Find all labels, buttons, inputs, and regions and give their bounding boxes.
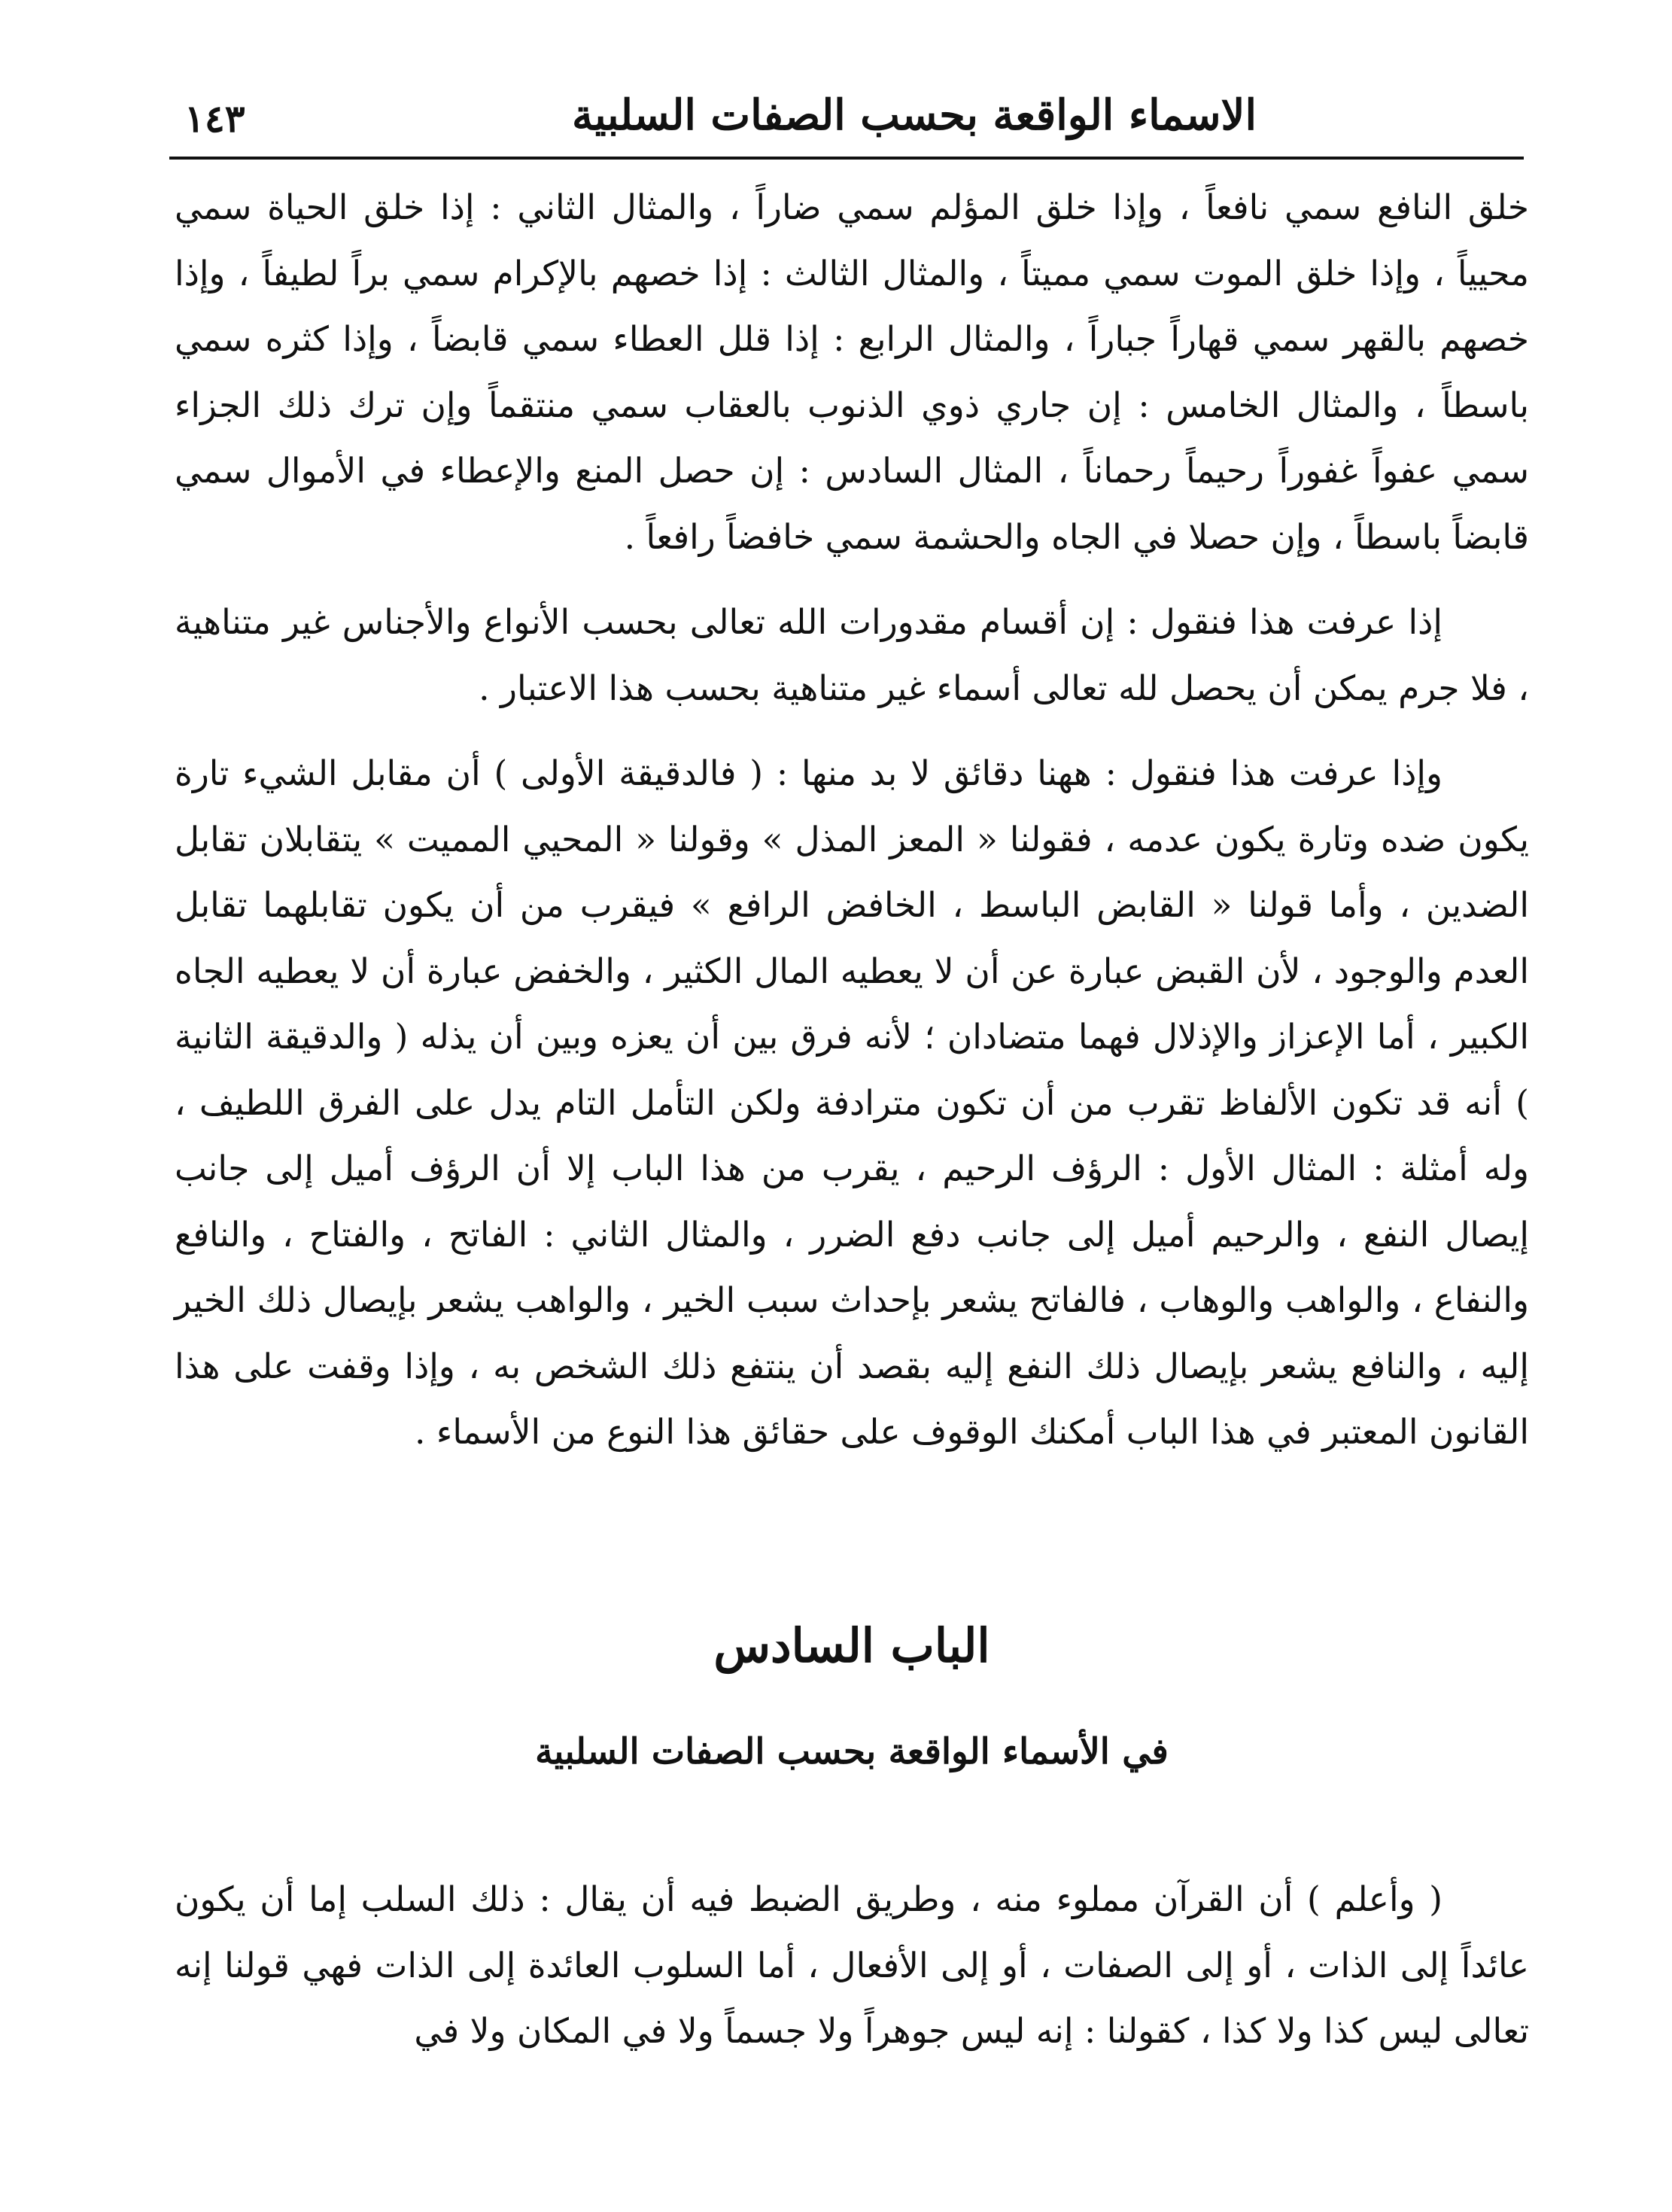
paragraph-4: ( وأعلم ) أن القرآن مملوء منه ، وطريق الضبط فيه أن يقال : ذلك السلب إما أن يكون عائداً إلى الذات ، أو إلى الصفات ، أو إلى الأفعال ، أما السلوب العائدة إلى الذات فهي قولنا إنه تعالى ليس كذا ولا كذا ، كقولنا : إنه ليس جوهراً ولا جسماً ولا في المكان ولا في [175, 1879, 1529, 2051]
paragraph-3: وإذا عرفت هذا فنقول : ههنا دقائق لا بد منها : ( فالدقيقة الأولى ) أن مقابل الشيء تارة يكون ضده وتارة يكون عدمه ، فقولنا « المعز المذل » وقولنا « المحيي المميت » يتقابلان تقابل الضدين ، وأما قولنا « القابض الباسط ، الخافض الرافع » فيقرب من أن يكون تقابلهما تقابل العدم والوجود ، لأن القبض عبارة عن أن لا يعطيه المال الكثير ، والخفض عبارة أن لا يعطيه الجاه الكبير ، أما الإعزاز والإذلال فهما متضادان ؛ لأنه فرق بين أن يعزه وبين أن يذله ( والدقيقة الثانية ) أنه قد تكون الألفاظ تقرب من أن تكون مترادفة ولكن التأمل التام يدل على الفرق اللطيف ، وله أمثلة : المثال الأول : الرؤف الرحيم ، يقرب من هذا الباب إلا أن الرؤف أميل إلى جانب إيصال النفع ، والرحيم أميل إلى جانب دفع الضرر ، والمثال الثاني : الفاتح ، والفتاح ، والنافع والنفاع ، والواهب والوهاب ، فالفاتح يشعر بإحداث سبب الخير ، والواهب يشعر بإيصال ذلك الخير إليه ، والنافع يشعر بإيصال ذلك النفع إليه بقصد أن ينتفع ذلك الشخص به ، وإذا وقفت على هذا القانون المعتبر في هذا الباب أمكنك الوقوف على حقائق هذا النوع من الأسماء . [175, 753, 1529, 1452]
chapter-title: الباب السادس [713, 1618, 990, 1673]
page-number: ١٤٣ [184, 96, 245, 141]
paragraph-2: إذا عرفت هذا فنقول : إن أقسام مقدورات الله تعالى بحسب الأنواع والأجناس غير متناهية ، فلا جرم يمكن أن يحصل لله تعالى أسماء غير متناهية بحسب هذا الاعتبار . [175, 602, 1529, 708]
running-header-title: الاسماء الواقعة بحسب الصفات السلبية [572, 90, 1257, 140]
main-text [175, 175, 1529, 1465]
running-header [169, 81, 1524, 157]
chapter-text [175, 1867, 1529, 2064]
header-rule [169, 157, 1524, 160]
chapter-subtitle: في الأسماء الواقعة بحسب الصفات السلبية [535, 1731, 1169, 1772]
paragraph-1: خلق النافع سمي نافعاً ، وإذا خلق المؤلم سمي ضاراً ، والمثال الثاني : إذا خلق الحياة سمي محيياً ، وإذا خلق الموت سمي مميتاً ، والمثال الثالث : إذا خصهم بالإكرام سمي براً لطيفاً ، وإذا خصهم بالقهر سمي قهاراً جباراً ، والمثال الرابع : إذا قلل العطاء سمي قابضاً ، وإذا كثره سمي باسطاً ، والمثال الخامس : إن جاري ذوي الذنوب بالعقاب سمي منتقماً وإن ترك ذلك الجزاء سمي عفواً غفوراً رحيماً رحماناً ، المثال السادس : إن حصل المنع والإعطاء في الأموال سمي قابضاً باسطاً ، وإن حصلا في الجاه والحشمة سمي خافضاً رافعاً . [175, 187, 1529, 557]
